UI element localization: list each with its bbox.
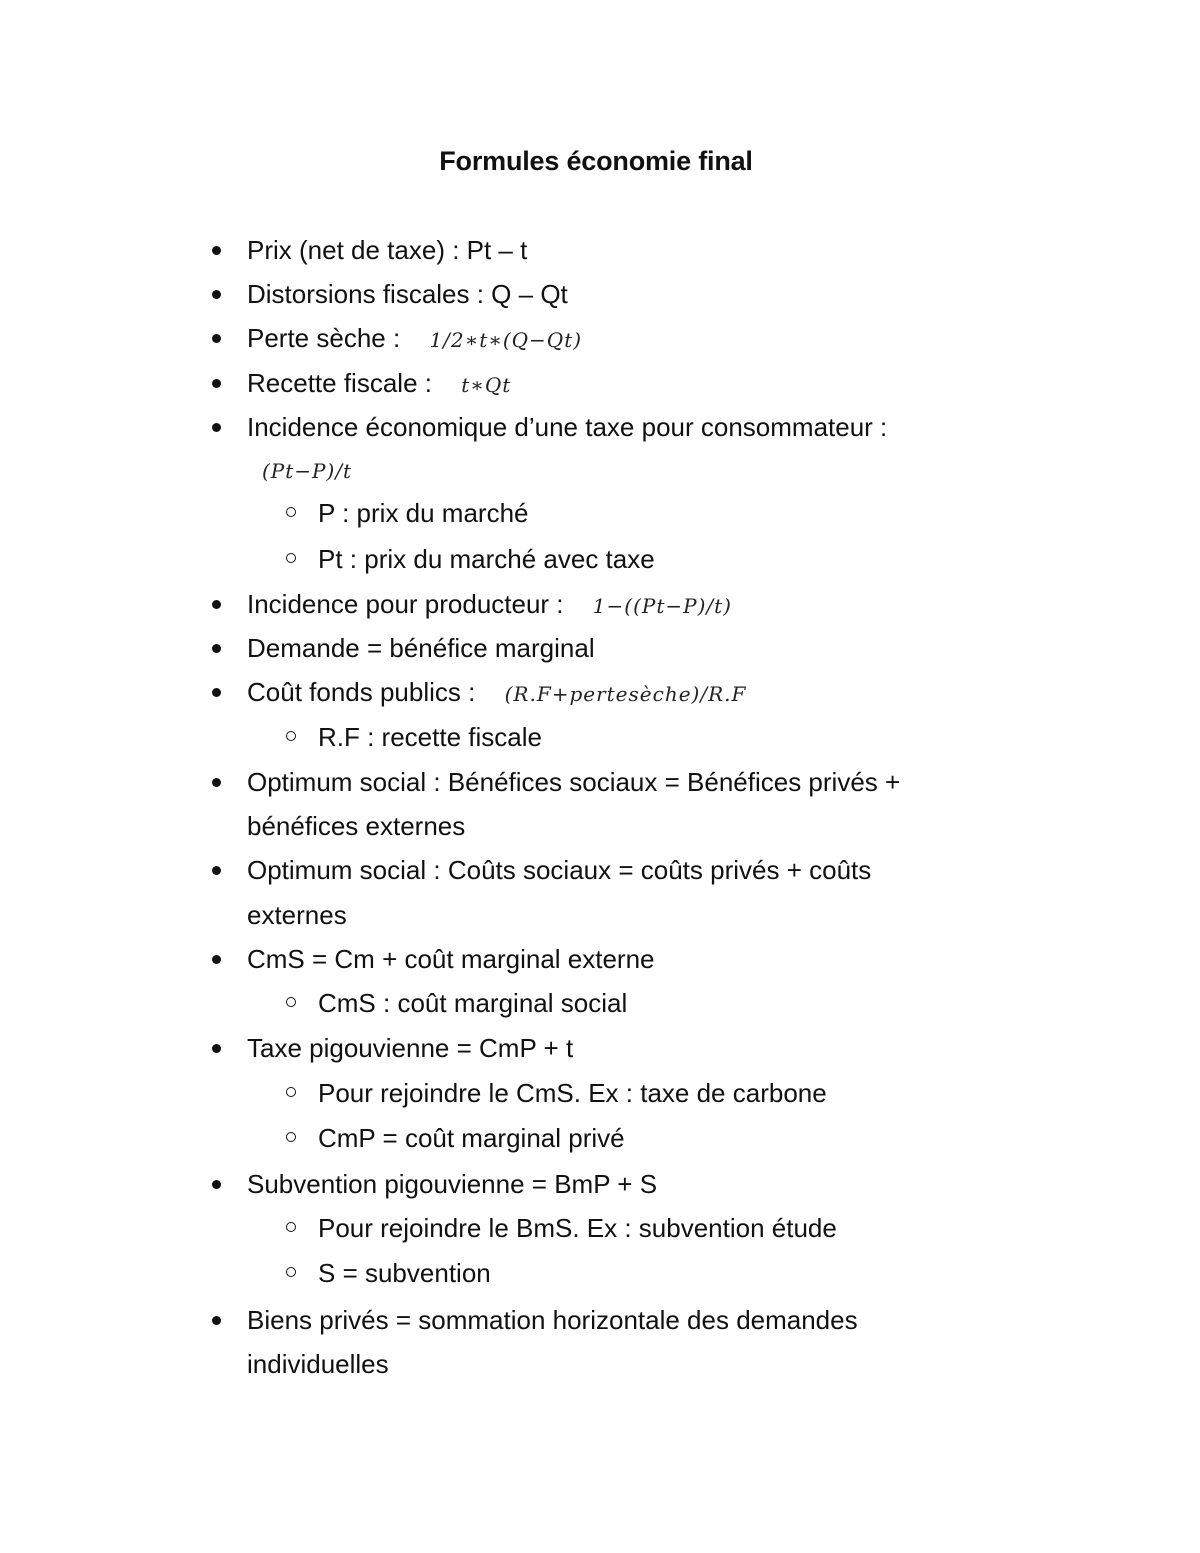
list-item-continuation [247, 1348, 389, 1380]
item-text: externes [247, 900, 347, 930]
list-item [247, 588, 732, 622]
hollow-bullet-icon [286, 553, 296, 563]
list-item [247, 322, 582, 356]
list-item [247, 632, 595, 664]
item-text: P : prix du marché [318, 498, 529, 528]
sub-list-item [318, 1212, 837, 1244]
list-item [247, 278, 568, 310]
item-text: CmP = coût marginal privé [318, 1123, 625, 1153]
item-text: S = subvention [318, 1258, 491, 1288]
bullet-icon [212, 290, 221, 299]
item-text: individuelles [247, 1349, 389, 1379]
bullet-icon [212, 955, 221, 964]
hollow-bullet-icon [286, 1222, 296, 1232]
item-text: R.F : recette fiscale [318, 722, 542, 752]
formula: (Pt−P)/t [262, 459, 353, 483]
item-text: Distorsions fiscales : Q – Qt [247, 279, 568, 309]
list-item [247, 1032, 573, 1064]
hollow-bullet-icon [286, 997, 296, 1007]
item-text: Demande = bénéfice marginal [247, 633, 595, 663]
bullet-icon [212, 644, 221, 653]
sub-list-item [318, 1077, 827, 1109]
list-item-continuation [247, 810, 465, 842]
item-text: Recette fiscale : [247, 368, 432, 398]
sub-list-item [318, 497, 529, 529]
list-item [247, 367, 511, 401]
list-item [247, 854, 871, 886]
list-item [247, 943, 655, 975]
item-text: Coût fonds publics : [247, 677, 476, 707]
list-item [247, 1168, 657, 1200]
list-item [247, 1304, 858, 1336]
item-text: Perte sèche : [247, 323, 401, 353]
formula: t∗Qt [461, 373, 512, 397]
list-item [247, 234, 527, 266]
list-item-continuation [262, 453, 352, 487]
formula: (R.F+pertesèche)/R.F [504, 682, 747, 706]
sub-list-item [318, 1257, 491, 1289]
item-text: Taxe pigouvienne = CmP + t [247, 1033, 574, 1063]
bullet-icon [212, 1180, 221, 1189]
item-text: CmS = Cm + coût marginal externe [247, 944, 655, 974]
formula: 1/2∗t∗(Q−Qt) [429, 328, 583, 352]
page-title: Formules économie final [439, 146, 753, 176]
item-text: Prix (net de taxe) : Pt – t [247, 235, 528, 265]
sub-list-item [318, 987, 627, 1019]
item-text: Optimum social : Coûts sociaux = coûts privés + coûts [247, 855, 872, 885]
item-text: Incidence pour producteur : [247, 589, 564, 619]
hollow-bullet-icon [286, 1267, 296, 1277]
list-item [247, 676, 746, 710]
bullet-icon [212, 334, 221, 343]
hollow-bullet-icon [286, 1087, 296, 1097]
item-text: Biens privés = sommation horizontale des demandes [247, 1305, 858, 1335]
sub-list-item [318, 1122, 625, 1154]
bullet-icon [212, 1316, 221, 1325]
item-text: Pour rejoindre le BmS. Ex : subvention étude [318, 1213, 837, 1243]
item-text: Optimum social : Bénéfices sociaux = Bénéfices privés + [247, 767, 901, 797]
list-item-continuation [247, 899, 347, 931]
item-text: Subvention pigouvienne = BmP + S [247, 1169, 658, 1199]
hollow-bullet-icon [286, 731, 296, 741]
hollow-bullet-icon [286, 507, 296, 517]
item-text: Incidence économique d’une taxe pour consommateur : [247, 412, 888, 442]
list-item [247, 411, 887, 443]
bullet-icon [212, 246, 221, 255]
formula: 1−((Pt−P)/t) [592, 594, 732, 618]
bullet-icon [212, 688, 221, 697]
item-text: bénéfices externes [247, 811, 466, 841]
bullet-icon [212, 600, 221, 609]
bullet-icon [212, 379, 221, 388]
hollow-bullet-icon [286, 1132, 296, 1142]
list-item [247, 766, 900, 798]
item-text: Pour rejoindre le CmS. Ex : taxe de carbone [318, 1078, 827, 1108]
item-text: CmS : coût marginal social [318, 988, 628, 1018]
bullet-icon [212, 866, 221, 875]
item-text: Pt : prix du marché avec taxe [318, 544, 655, 574]
bullet-icon [212, 1044, 221, 1053]
sub-list-item [318, 543, 655, 575]
bullet-icon [212, 423, 221, 432]
sub-list-item [318, 721, 542, 753]
bullet-icon [212, 778, 221, 787]
